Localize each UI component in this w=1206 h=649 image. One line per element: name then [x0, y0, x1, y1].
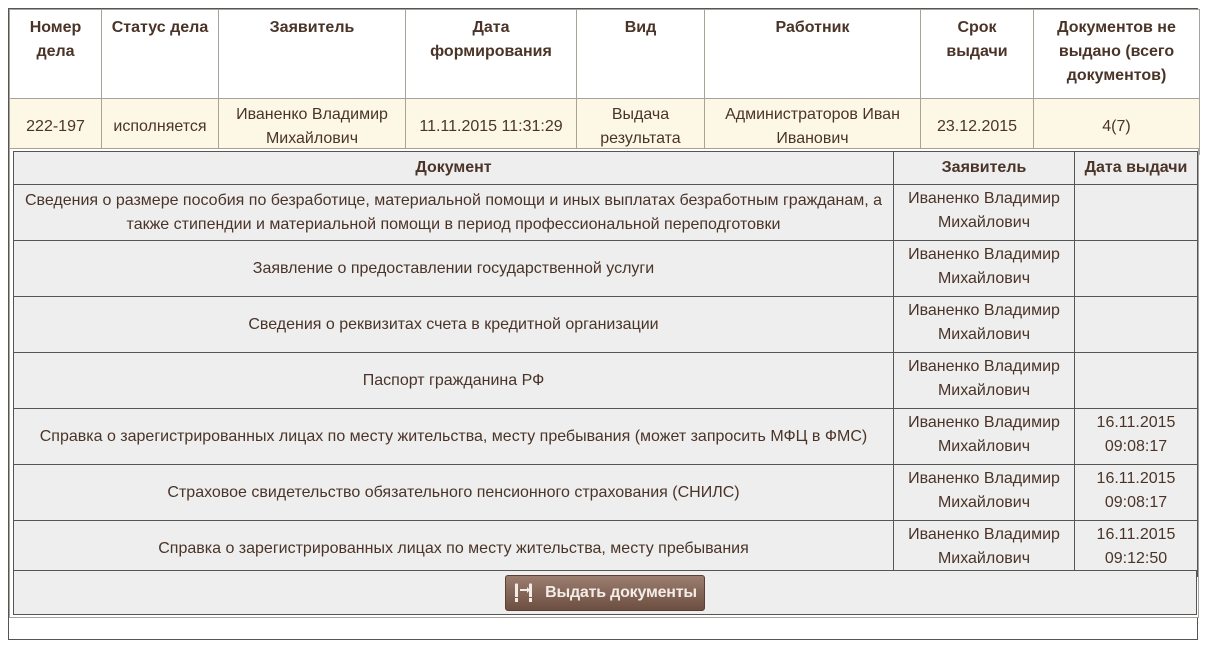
case-deadline: 23.12.2015 [921, 99, 1034, 155]
header-applicant: Заявитель [219, 10, 406, 99]
document-name: Справка о зарегистрированных лицах по месту жительства, месту пребывания (может запросить МФЦ в ФМС) [14, 409, 894, 465]
document-row[interactable] [14, 297, 1198, 353]
document-row[interactable] [14, 353, 1198, 409]
document-row[interactable] [14, 409, 1198, 465]
document-row[interactable] [14, 185, 1198, 241]
document-applicant: Иваненко Владимир Михайлович [894, 465, 1075, 521]
document-name: Справка о зарегистрированных лицах по месту жительства, месту пребывания [14, 521, 894, 577]
document-name: Заявление о предоставлении государственной услуги [14, 241, 894, 297]
case-created-date: 11.11.2015 11:31:29 [406, 99, 577, 155]
document-applicant: Иваненко Владимир Михайлович [894, 521, 1075, 577]
document-issue-date [1075, 185, 1198, 241]
document-issue-date: 16.11.2015 09:08:17 [1075, 465, 1198, 521]
case-table-header [10, 10, 1200, 99]
header-not-issued: Документов не выдано (всего документов) [1034, 10, 1200, 99]
header-created-date: Дата формирования [406, 10, 577, 99]
header-deadline: Срок выдачи [921, 10, 1034, 99]
case-applicant: Иваненко Владимир Михайлович [219, 99, 406, 155]
case-not-issued-count: 4(7) [1034, 99, 1200, 155]
header-type: Вид [577, 10, 705, 99]
document-name: Сведения о размере пособия по безработице, материальной помощи и иных выплатах безработным гражданам, а также стипендии и материальной помощи в период профессиональной переподготовки [14, 185, 894, 241]
document-issue-date: 16.11.2015 09:08:17 [1075, 409, 1198, 465]
document-applicant: Иваненко Владимир Михайлович [894, 241, 1075, 297]
header-case-number: Номер дела [10, 10, 102, 99]
documents-table [13, 151, 1198, 577]
header-case-status: Статус дела [102, 10, 219, 99]
issue-documents-button[interactable] [505, 575, 705, 611]
case-table [9, 9, 1200, 155]
issue-documents-label: Выдать документы [545, 584, 697, 601]
case-row[interactable] [10, 99, 1200, 155]
header-document-applicant: Заявитель [894, 152, 1075, 185]
document-name: Сведения о реквизитах счета в кредитной организации [14, 297, 894, 353]
document-issue-date: 16.11.2015 09:12:50 [1075, 521, 1198, 577]
document-applicant: Иваненко Владимир Михайлович [894, 409, 1075, 465]
document-name: Страховое свидетельство обязательного пенсионного страхования (СНИЛС) [14, 465, 894, 521]
hand-over-documents-icon [513, 583, 535, 603]
document-applicant: Иваненко Владимир Михайлович [894, 297, 1075, 353]
documents-table-header [14, 152, 1198, 185]
document-applicant: Иваненко Владимир Михайлович [894, 353, 1075, 409]
case-status: исполняется [102, 99, 219, 155]
header-worker: Работник [705, 10, 921, 99]
document-row[interactable] [14, 521, 1198, 577]
document-issue-date [1075, 241, 1198, 297]
document-issue-date [1075, 297, 1198, 353]
document-issue-date [1075, 353, 1198, 409]
document-applicant: Иваненко Владимир Михайлович [894, 185, 1075, 241]
case-number: 222-197 [10, 99, 102, 155]
documents-panel [9, 148, 1199, 618]
document-name: Паспорт гражданина РФ [14, 353, 894, 409]
actions-row [13, 570, 1197, 615]
document-row[interactable] [14, 465, 1198, 521]
case-type: Выдача результата [577, 99, 705, 155]
case-worker: Администраторов Иван Иванович [705, 99, 921, 155]
document-row[interactable] [14, 241, 1198, 297]
header-document: Документ [14, 152, 894, 185]
header-issue-date: Дата выдачи [1075, 152, 1198, 185]
